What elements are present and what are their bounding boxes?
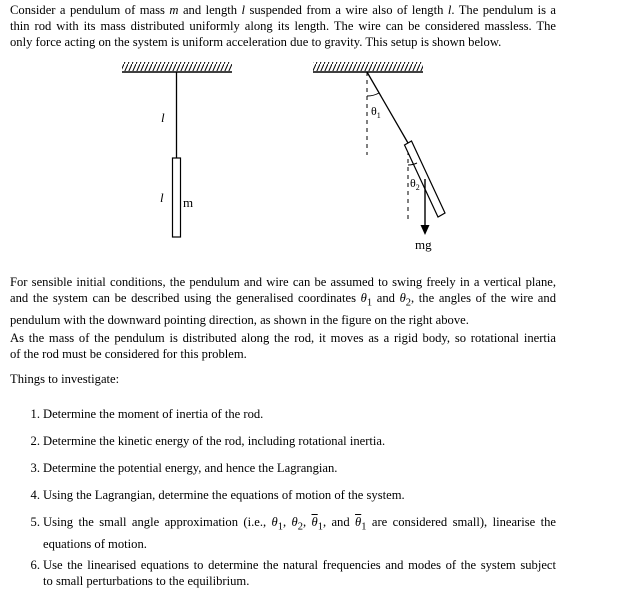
left-mass-label: m	[183, 195, 194, 210]
gravity-arrow-head	[421, 225, 430, 235]
coordinates-line-1: For sensible initial conditions, the pendulum and wire can be assumed to swing freely in a vertical plane,	[10, 275, 556, 289]
intro-line-3: only force acting on the system is uniform acceleration due to gravity. This setup is shown below.	[10, 35, 502, 49]
task-6-line-2: to small perturbations to the equilibrium.	[43, 574, 250, 588]
intro-line-1: Consider a pendulum of mass m and length l suspended from a wire also of length l. The pendulum is a	[10, 3, 557, 17]
right-pendulum	[313, 62, 445, 252]
task-5-line-1: Using the small angle approximation (i.e., $\theta_1$, $\theta_2$, $\overline{\theta}_1$, and $\overline{\theta}_1$ are considered small), linearise the	[43, 515, 557, 533]
coordinates-line-2: and the system can be described using the generalised coordinates $\theta_1$ and $\theta_2$, the angles of the wire and	[10, 291, 556, 309]
intro-paragraph	[10, 2, 556, 50]
task-5-line-2: equations of motion.	[43, 536, 147, 551]
left-wire-length-label: l	[161, 110, 165, 125]
rotational-inertia-line-2: of the rod must be considered for this problem.	[10, 347, 247, 361]
right-ceiling-hatch	[313, 62, 423, 71]
left-rod-length-label: l	[160, 190, 164, 205]
coordinates-line-3: pendulum with the downward pointing direction, as shown in the figure on the right above.	[10, 312, 469, 327]
rotational-inertia-line-1: As the mass of the pendulum is distributed along the rod, it moves as a rigid body, so rotational inertia	[10, 331, 556, 345]
things-heading: Things to investigate:	[10, 372, 120, 386]
theta2-label: $\theta_2$	[410, 176, 420, 192]
task-6-line-1: Use the linearised equations to determine the natural frequencies and modes of the system subject	[43, 558, 556, 572]
left-ceiling-hatch	[122, 62, 232, 71]
intro-line-2: thin rod with its mass distributed uniformly along its length. The wire can be considered massless. The	[10, 19, 556, 33]
left-rod	[173, 158, 181, 237]
theta1-arc	[367, 93, 379, 96]
pendulum-figure	[0, 55, 617, 265]
rotational-inertia-paragraph	[10, 330, 556, 362]
gravity-force-label: mg	[415, 237, 432, 252]
coordinates-paragraph	[10, 274, 556, 328]
left-pendulum	[122, 62, 232, 237]
theta1-label: $\theta_1$	[371, 104, 381, 120]
